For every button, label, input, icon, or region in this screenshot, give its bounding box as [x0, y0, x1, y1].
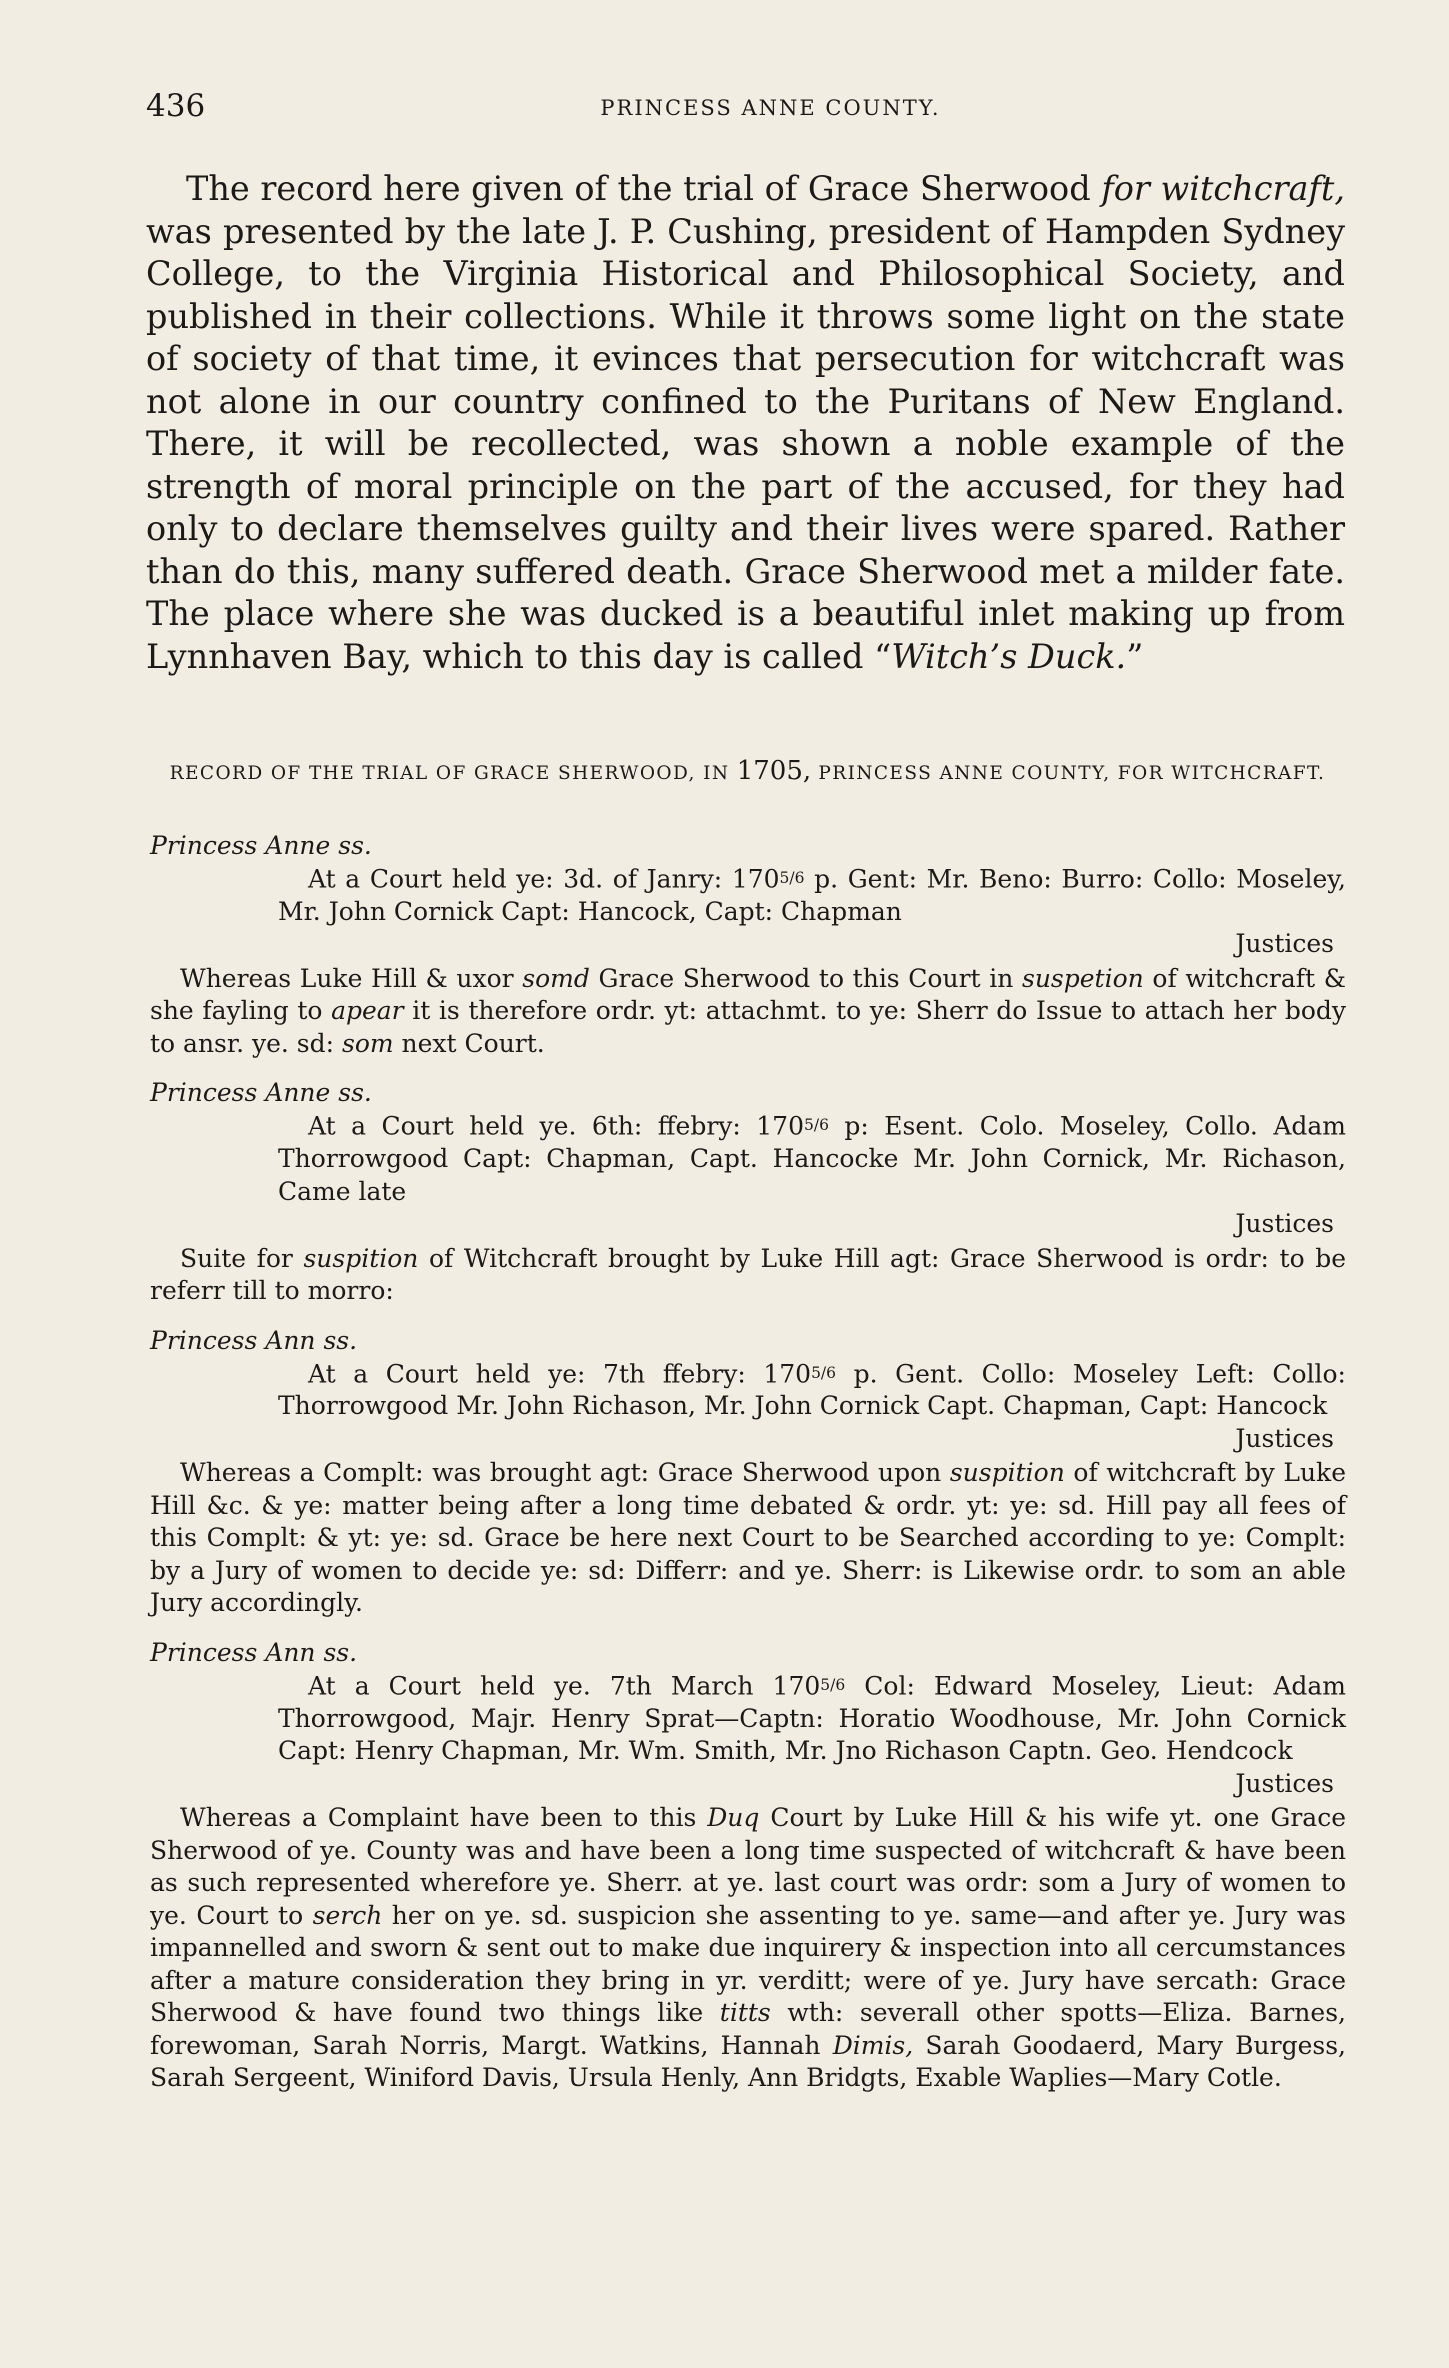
body-text: Whereas a Complaint have been to this [180, 1803, 708, 1833]
justices-label: Justices [1235, 1423, 1334, 1453]
court-entry-4 [150, 1636, 1346, 2095]
body-italic: Dimis, [832, 2030, 914, 2060]
intro-text: The record here given of the trial of Grace Sherwood [186, 169, 1102, 208]
running-title: PRINCESS ANNE COUNTY. [600, 96, 941, 120]
record-heading [166, 752, 1329, 793]
body-text: Suite for [180, 1243, 304, 1273]
body-italic: Duq [707, 1803, 760, 1833]
body-text: it is therefore ordr. yt: attachmt. to ye: Sherr do Issue to attach her body to ansr. ye. sd: [150, 996, 1346, 1058]
record-heading-text: RECORD OF THE TRIAL OF GRACE SHERWOOD, IN [169, 763, 737, 784]
body-italic: suspetion [1021, 963, 1144, 993]
body-italic: suspition [949, 1458, 1065, 1488]
page-number: 436 [146, 88, 206, 124]
entry-body [150, 1802, 1346, 2095]
court-entry-3 [150, 1324, 1346, 1620]
court-session [278, 1109, 1346, 1208]
court-session [278, 1669, 1346, 1768]
body-text: her on ye. sd. suspicion she assenting to ye. same—and after ye. Jury was impannelled and sworn & sent out to make due inquirery & inspection into all cercumstances after a mature consideration they bring in yr. verditt; were of ye. Jury have sercath: Grace Sherwood & have found two things like [150, 1900, 1346, 2028]
date-fraction: 5/6 [811, 1363, 837, 1382]
body-italic: apear [331, 996, 404, 1026]
intro-text: was presented by the late J. P. Cushing, president of Hampden Sydney College, to the Virginia Historical and Philosophical Society, and published in their collections. While it throws some light on the state of society of that time, it evinces that persecution for witchcraft was not alone in our country confined to the Puritans of New England. There, it will be recollected, was shown a noble example of the strength of moral principle on the part of the accused, for they had only to declare themselves guilty and their lives were spared. Rather than do this, many suffered death. Grace Sherwood met a milder fate. The place where she was ducked is a beautiful inlet making up from Lynnhaven Bay, which to this day is called “ [146, 211, 1345, 676]
trial-record [150, 829, 1346, 2111]
court-entry-1 [150, 829, 1346, 1060]
body-text: of witchcraft by Luke Hill &c. & ye: matter being after a long time debated & ordr. yt: ye: sd. Hill pay all fees of this Complt: & yt: ye: sd. Grace be here next Court to be Searched according to ye: Complt: by a Jury of women to decide ye: sd: Differr: and ye. Sherr: is Likewise ordr. to som an able Jury accordingly. [150, 1458, 1346, 1618]
entry-body [150, 1457, 1346, 1620]
intro-text: ” [1126, 636, 1144, 676]
record-heading-text: PRINCESS ANNE COUNTY, FOR WITCHCRAFT. [811, 763, 1326, 784]
entry-body [150, 963, 1346, 1061]
body-italic: serch [312, 1900, 383, 1930]
justices-label: Justices [1235, 1768, 1334, 1798]
county-heading: Princess Ann ss. [150, 1637, 358, 1667]
court-entry-2 [150, 1076, 1346, 1307]
date-fraction: 5/6 [820, 1675, 846, 1694]
court-text: At a Court held ye: 7th ffebry: 170 [308, 1358, 812, 1388]
body-text: next Court. [393, 1028, 545, 1058]
court-text: At a Court held ye: 3d. of Janry: 170 [308, 864, 780, 894]
intro-italic: for witchcraft, [1101, 169, 1345, 208]
entry-body [150, 1243, 1346, 1308]
court-text: At a Court held ye. 7th March 170 [308, 1671, 821, 1701]
court-text: At a Court held ye. 6th: ffebry: 170 [308, 1111, 804, 1141]
court-text: p. Gent. Collo: Moseley Left: Collo: Thorrowgood Mr. John Richason, Mr. John Cornick Capt. Chapman, Capt: Hancock [278, 1358, 1346, 1421]
intro-italic: Witch’s Duck. [891, 636, 1127, 676]
page-header [146, 88, 1339, 128]
body-italic: titts [719, 1998, 771, 2028]
body-italic: somd [522, 963, 590, 993]
body-text: Grace Sherwood to this Court in [589, 963, 1022, 993]
county-heading: Princess Ann ss. [150, 1325, 358, 1355]
date-fraction: 5/6 [779, 869, 805, 887]
body-text: Whereas a Complt: was brought agt: Grace Sherwood upon [180, 1458, 950, 1488]
justices-label: Justices [1235, 929, 1334, 959]
court-session [278, 862, 1346, 928]
court-text: p. Gent: Mr. Beno: Burro: Collo: Moseley, Mr. John Cornick Capt: Hancock, Capt: Chapman [278, 864, 1347, 926]
date-fraction: 5/6 [804, 1116, 829, 1135]
body-italic: suspition [303, 1243, 419, 1273]
body-text: Sarah Goodaerd, Mary Burgess, Sarah Sergeent, Winiford Davis, Ursula Henly, Ann Bridgts, Exable Waplies—Mary Cotle. [150, 2030, 1347, 2093]
justices-label: Justices [1235, 1209, 1334, 1239]
body-text: Whereas Luke Hill & uxor [180, 963, 523, 993]
county-heading: Princess Anne ss. [150, 831, 372, 860]
body-italic: som [342, 1028, 394, 1058]
record-heading-year: 1705, [736, 756, 812, 786]
body-text: of Witchcraft brought by Luke Hill agt: Grace Sherwood is ordr: to be referr till to morro: [150, 1243, 1346, 1306]
intro-paragraph [146, 168, 1345, 678]
court-session [278, 1357, 1346, 1423]
court-text: p: Esent. Colo. Moseley, Collo. Adam Thorrowgood Capt: Chapman, Capt. Hancocke Mr. John Cornick, Mr. Richason, Came late [278, 1111, 1346, 1206]
body-text: Court by Luke Hill & his wife yt. one Grace Sherwood of ye. County was and have been a long time suspected of witchcraft & have been as such represented wherefore ye. Sherr. at ye. last court was ordr: som a Jury of women to ye. Court to [150, 1803, 1346, 1930]
body-text: of witchcraft & she fayling to [150, 963, 1346, 1026]
body-text: wth: severall other spotts—Eliza. Barnes, forewoman, Sarah Norris, Margt. Watkins, Hannah [150, 1998, 1346, 2060]
county-heading: Princess Anne ss. [150, 1078, 372, 1108]
court-text: Col: Edward Moseley, Lieut: Adam Thorrowgood, Majr. Henry Sprat—Captn: Horatio Woodhouse, Mr. John Cornick Capt: Henry Chapman, Mr. Wm. Smith, Mr. Jno Richason Captn. Geo. Hendcock [278, 1671, 1347, 1766]
